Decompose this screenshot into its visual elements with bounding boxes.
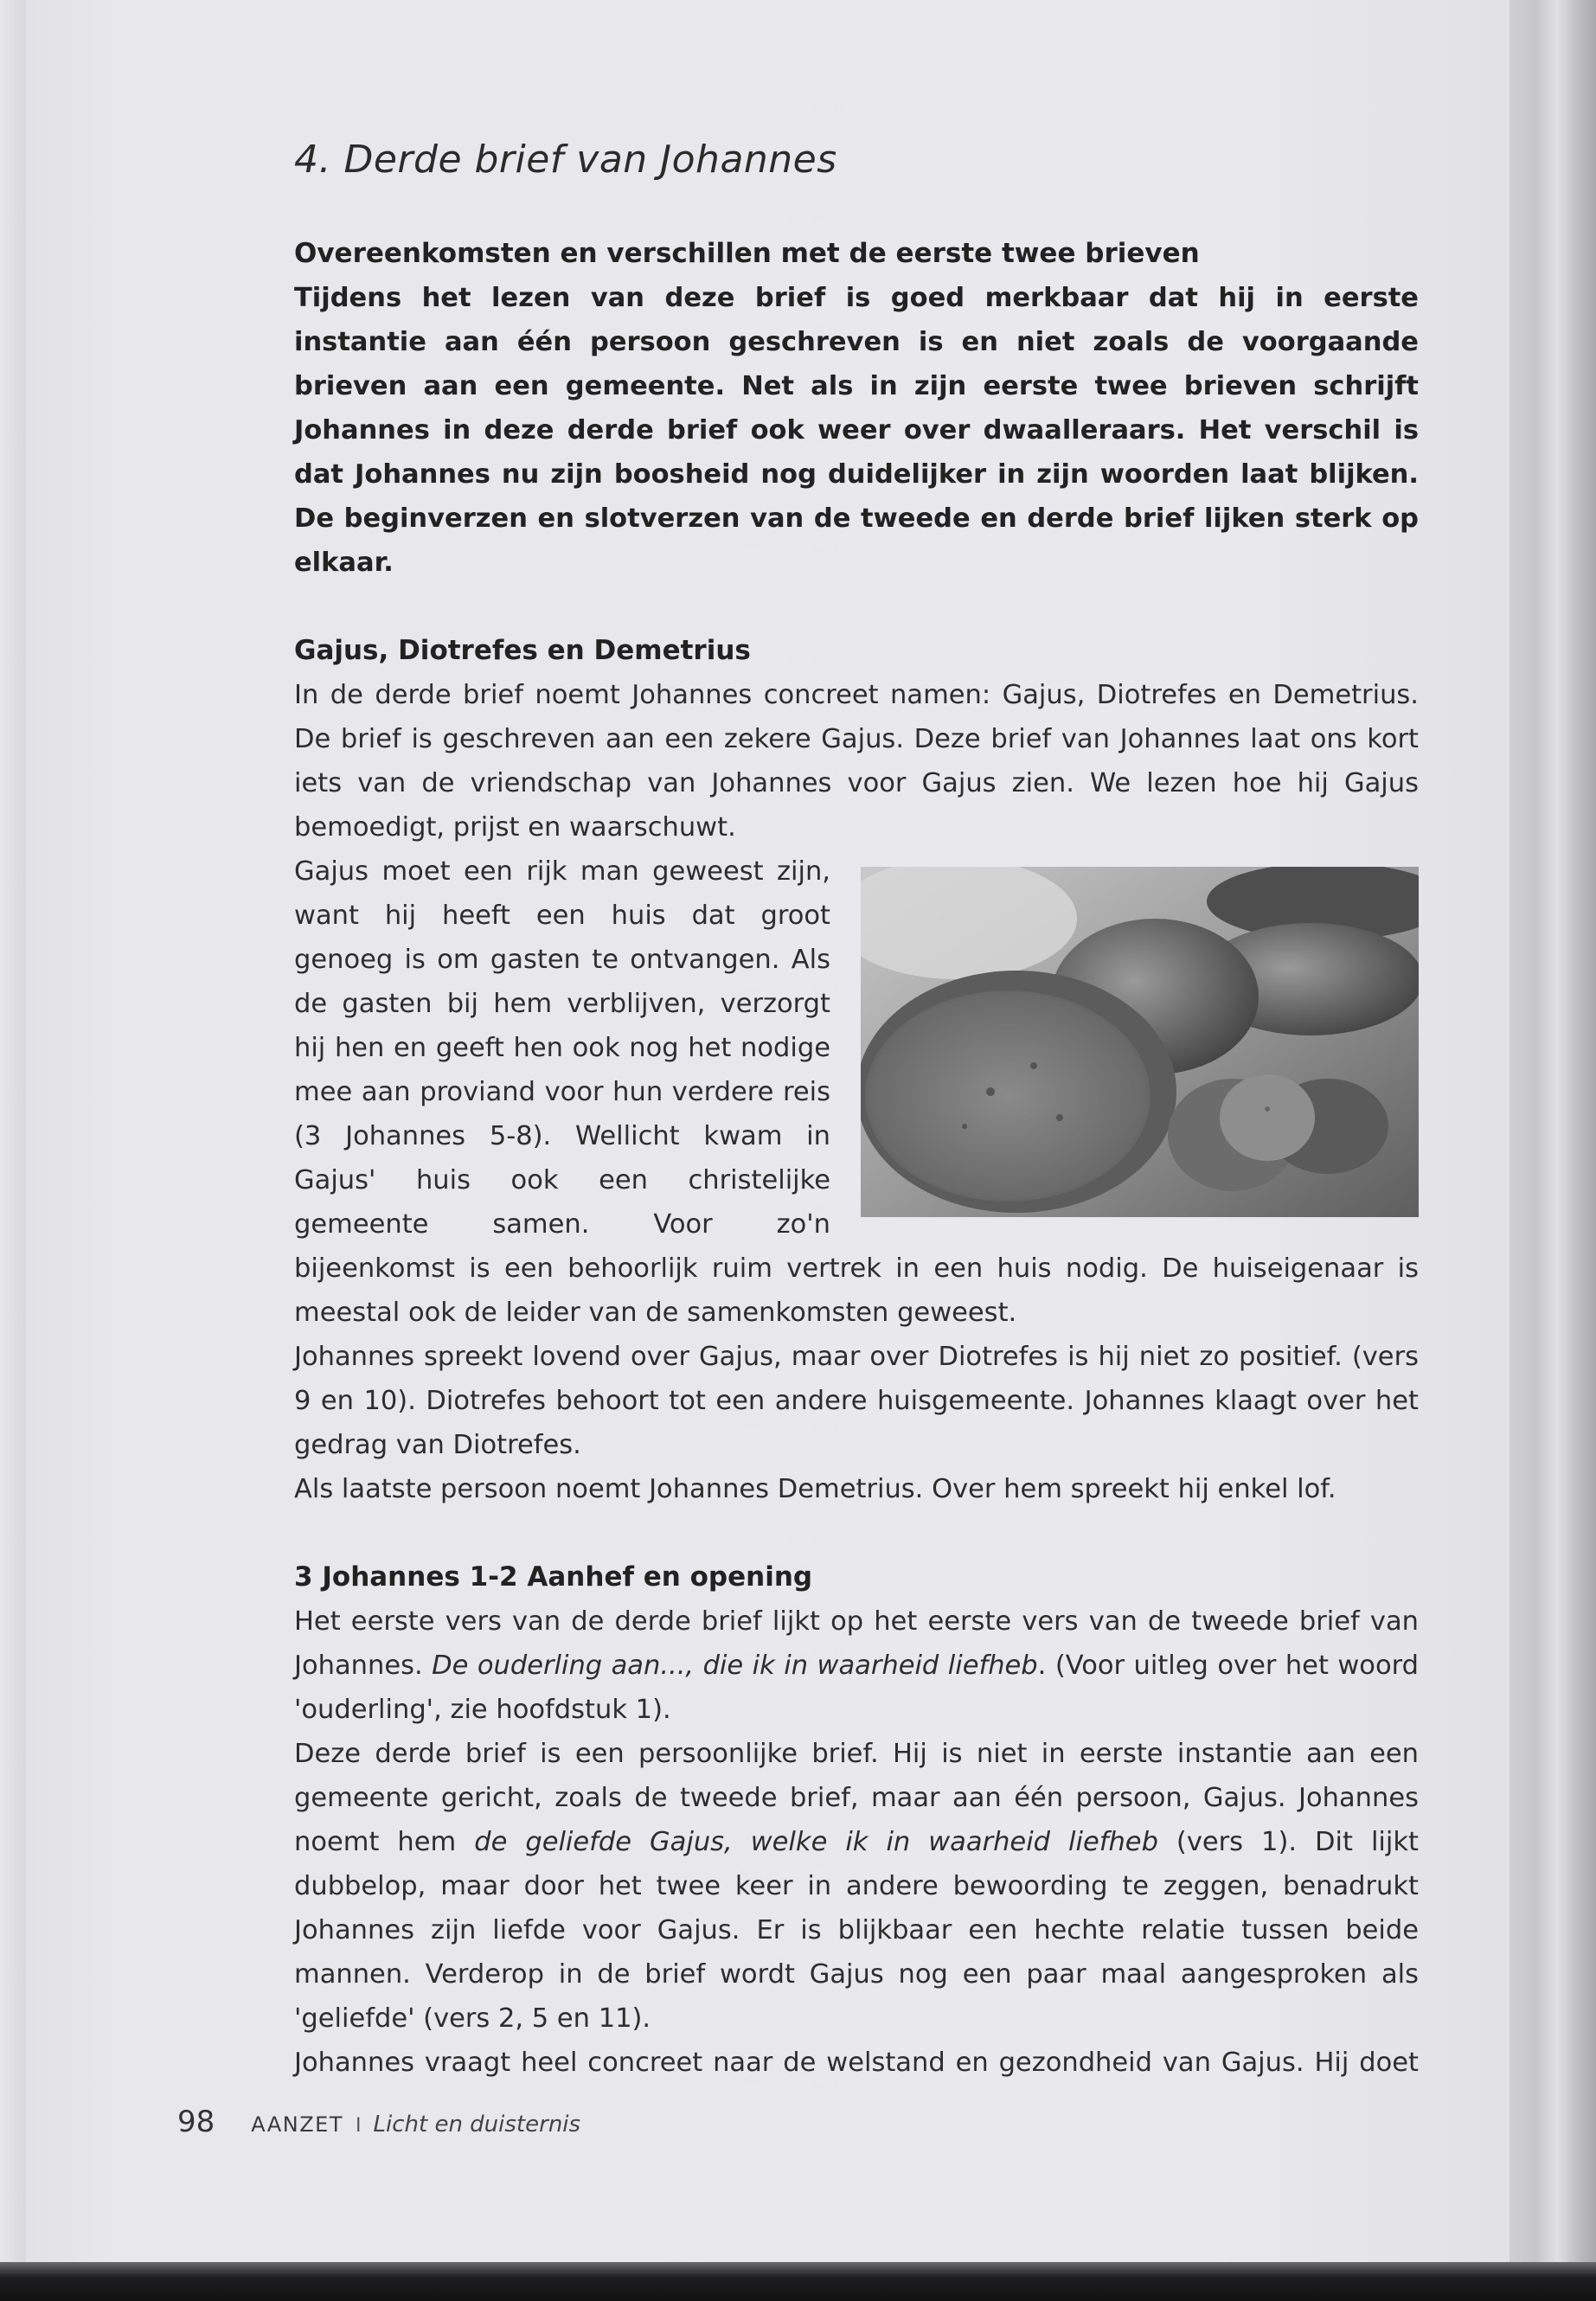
footer-separator: I [356, 2115, 362, 2137]
paragraph: Tijdens het lezen van deze brief is goed merkbaar dat hij in eerste instantie aan één persoon geschreven is en niet zoals de voorgaande brieven aan een gemeente. Net als in zijn eerste twee brieven schrijft Johannes in deze derde brief ook weer over dwaalleraars. Het verschil is dat Johannes nu zijn boosheid nog duidelijker in zijn woorden laat blijken. De beginverzen en slotverzen van de tweede en derde brief lijken sterk op elkaar. [294, 283, 1419, 578]
book-title: Licht en duisternis [373, 2112, 581, 2138]
chapter-title: 4. Derde brief van Johannes [294, 138, 837, 182]
text-run: Het eerste vers van de derde brief lijkt op het eerste vers van de tweede brief van Johannes. [294, 1606, 1419, 1681]
paragraph: In de derde brief noemt Johannes concreet namen: Gajus, Diotrefes en Demetrius. De brief is geschreven aan een zekere Gajus. Deze brief van Johannes laat ons kort iets van de vriendschap van Johannes voor Gajus zien. We lezen hoe hij Gajus bemoedigt, prijst en waarschuwt. [294, 680, 1419, 843]
bible-quote: de geliefde Gajus, welke ik in waarheid liefheb [474, 1827, 1158, 1857]
bread-photo [861, 867, 1419, 1217]
section-heading: Overeenkomsten en verschillen met de eerste twee brieven [294, 238, 1200, 269]
text-run: (vers 1). Dit lijkt dubbelop, maar door het twee keer in andere bewoording te zeggen, benadrukt Johannes zijn liefde voor Gajus. Er is blijkbaar een hechte relatie tussen beide mannen. Verderop in de brief wordt Gajus nog een paar maal aangesproken als 'geliefde' (vers 2, 5 en 11). [294, 1827, 1419, 2034]
paragraph [294, 849, 1419, 1335]
section-gajus-diotrefes-demetrius [294, 629, 1419, 1511]
section-overeenkomsten [294, 232, 1419, 585]
paragraph [294, 1599, 1419, 1732]
text-run: Deze derde brief is een persoonlijke brief. Hij is niet in eerste instantie aan een gemeente gericht, zoals de tweede brief, maar aan één persoon, Gajus. Johannes noemt hem [294, 1739, 1419, 1857]
scan-left-edge [0, 0, 26, 2301]
paragraph: Johannes spreekt lovend over Gajus, maar over Diotrefes is hij niet zo positief. (vers 9 en 10). Diotrefes behoort tot een andere huisgemeente. Johannes klaagt over het gedrag van Diotrefes. [294, 1342, 1419, 1460]
page-footer [177, 2105, 580, 2139]
paragraph: Johannes vraagt heel concreet naar de welstand en gezondheid van Gajus. Hij doet [294, 2048, 1419, 2078]
paragraph-text: Gajus moet een rijk man geweest zijn, want hij heeft een huis dat groot genoeg is om gasten te ontvangen. Als de gasten bij hem verblijven, verzorgt hij hen en geeft hen ook nog het nodige mee aan proviand voor hun verdere reis (3 Johannes 5-8). Wellicht kwam in Gajus' huis ook een christelijke gemeente samen. Voor zo'n bijeenkomst is een behoorlijk ruim vertrek in een huis nodig. De huiseigenaar is meestal ook de leider van de samenkomsten geweest. [294, 856, 1419, 1328]
paragraph [294, 1732, 1419, 2041]
section-heading: Gajus, Diotrefes en Demetrius [294, 635, 751, 666]
series-name: AANZET [251, 2112, 343, 2137]
section-aanhef-en-opening [294, 1555, 1419, 2085]
bread-photo-image [861, 867, 1419, 1217]
text-run: . (Voor uitleg over het woord 'ouderling', zie hoofdstuk 1). [294, 1650, 1419, 1725]
section-heading: 3 Johannes 1-2 Aanhef en opening [294, 1561, 813, 1593]
paragraph: Als laatste persoon noemt Johannes Demetrius. Over hem spreekt hij enkel lof. [294, 1474, 1336, 1504]
page-content [294, 130, 1419, 2129]
scan-bottom-edge [0, 2262, 1596, 2301]
book-spine [1509, 0, 1596, 2301]
page-number: 98 [177, 2105, 215, 2139]
bible-quote: De ouderling aan..., die ik in waarheid liefheb [432, 1650, 1038, 1681]
